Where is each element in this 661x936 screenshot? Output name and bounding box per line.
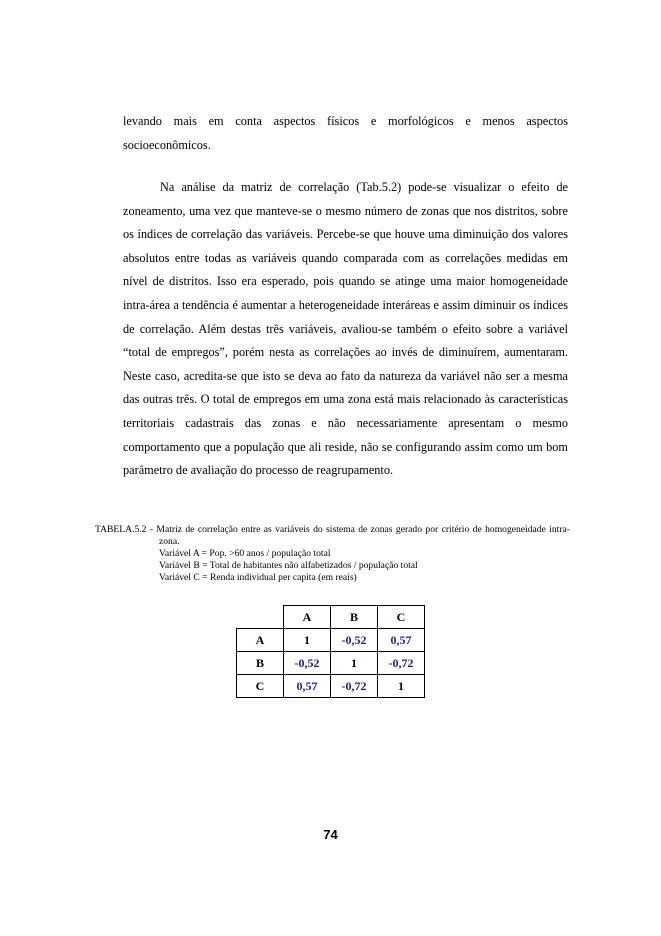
table-corner-cell <box>237 606 284 629</box>
correlation-matrix-table <box>236 605 425 698</box>
table-cell: 0,57 <box>284 675 331 698</box>
caption-variable-c: Variável C = Renda individual per capita (em reais) <box>159 572 357 583</box>
caption-title: TABELA.5.2 - Matriz de correlação entre as variáveis do sistema de zonas gerado por critério de homogeneidade intra-zona. <box>95 524 570 547</box>
table-cell: 1 <box>378 675 425 698</box>
table-cell: 1 <box>284 629 331 652</box>
table-header-row <box>237 606 425 629</box>
table-row <box>237 629 425 652</box>
table-cell: -0,72 <box>378 652 425 675</box>
table-row <box>237 675 425 698</box>
column-header-a: A <box>284 606 331 629</box>
column-header-b: B <box>331 606 378 629</box>
column-header-c: C <box>378 606 425 629</box>
page-number: 74 <box>323 827 338 842</box>
table-cell: -0,52 <box>331 629 378 652</box>
row-header-c: C <box>237 675 284 698</box>
caption-variable-a: Variável A = Pop. >60 anos / população total <box>159 548 331 559</box>
table-cell: -0,52 <box>284 652 331 675</box>
table-row <box>237 652 425 675</box>
row-header-a: A <box>237 629 284 652</box>
paragraph-continuation: levando mais em conta aspectos físicos e morfológicos e menos aspectos socioeconômicos. <box>123 114 568 152</box>
row-header-b: B <box>237 652 284 675</box>
table-caption <box>95 524 570 584</box>
table-cell: -0,72 <box>331 675 378 698</box>
table-cell: 1 <box>331 652 378 675</box>
paragraph-correlation-analysis: Na análise da matriz de correlação (Tab.5.2) pode-se visualizar o efeito de zoneamento, uma vez que manteve-se o mesmo número de zonas que nos distritos, sobre os índices de correlação das variáveis. Percebe-se que houve uma diminuição dos valores absolutos entre todas as variáveis quando comparada com as correlações medidas em nível de distritos. Isso era esperado, pois quando se atinge uma maior homogeneidade intra-área a tendência é aumentar a heterogeneidade interáreas e assim diminuir os índices de correlação. Além destas três variáveis, avaliou-se também o efeito sobre a variável “total de empregos”, porém nesta as correlações ao invés de diminuírem, aumentaram. Neste caso, acredita-se que isto se deva ao fato da natureza da variável não ser a mesma das outras três. O total de empregos em uma zona está mais relacionado às características territoriais cadastrais das zonas e não necessariamente apresentam o mesmo comportamento que a população que ali reside, não se configurando assim como um bom parâmetro de avaliação do processo de reagrupamento. <box>123 180 568 478</box>
table-cell: 0,57 <box>378 629 425 652</box>
caption-variable-b: Variável B = Total de habitantes não alfabetizados / população total <box>159 560 418 571</box>
